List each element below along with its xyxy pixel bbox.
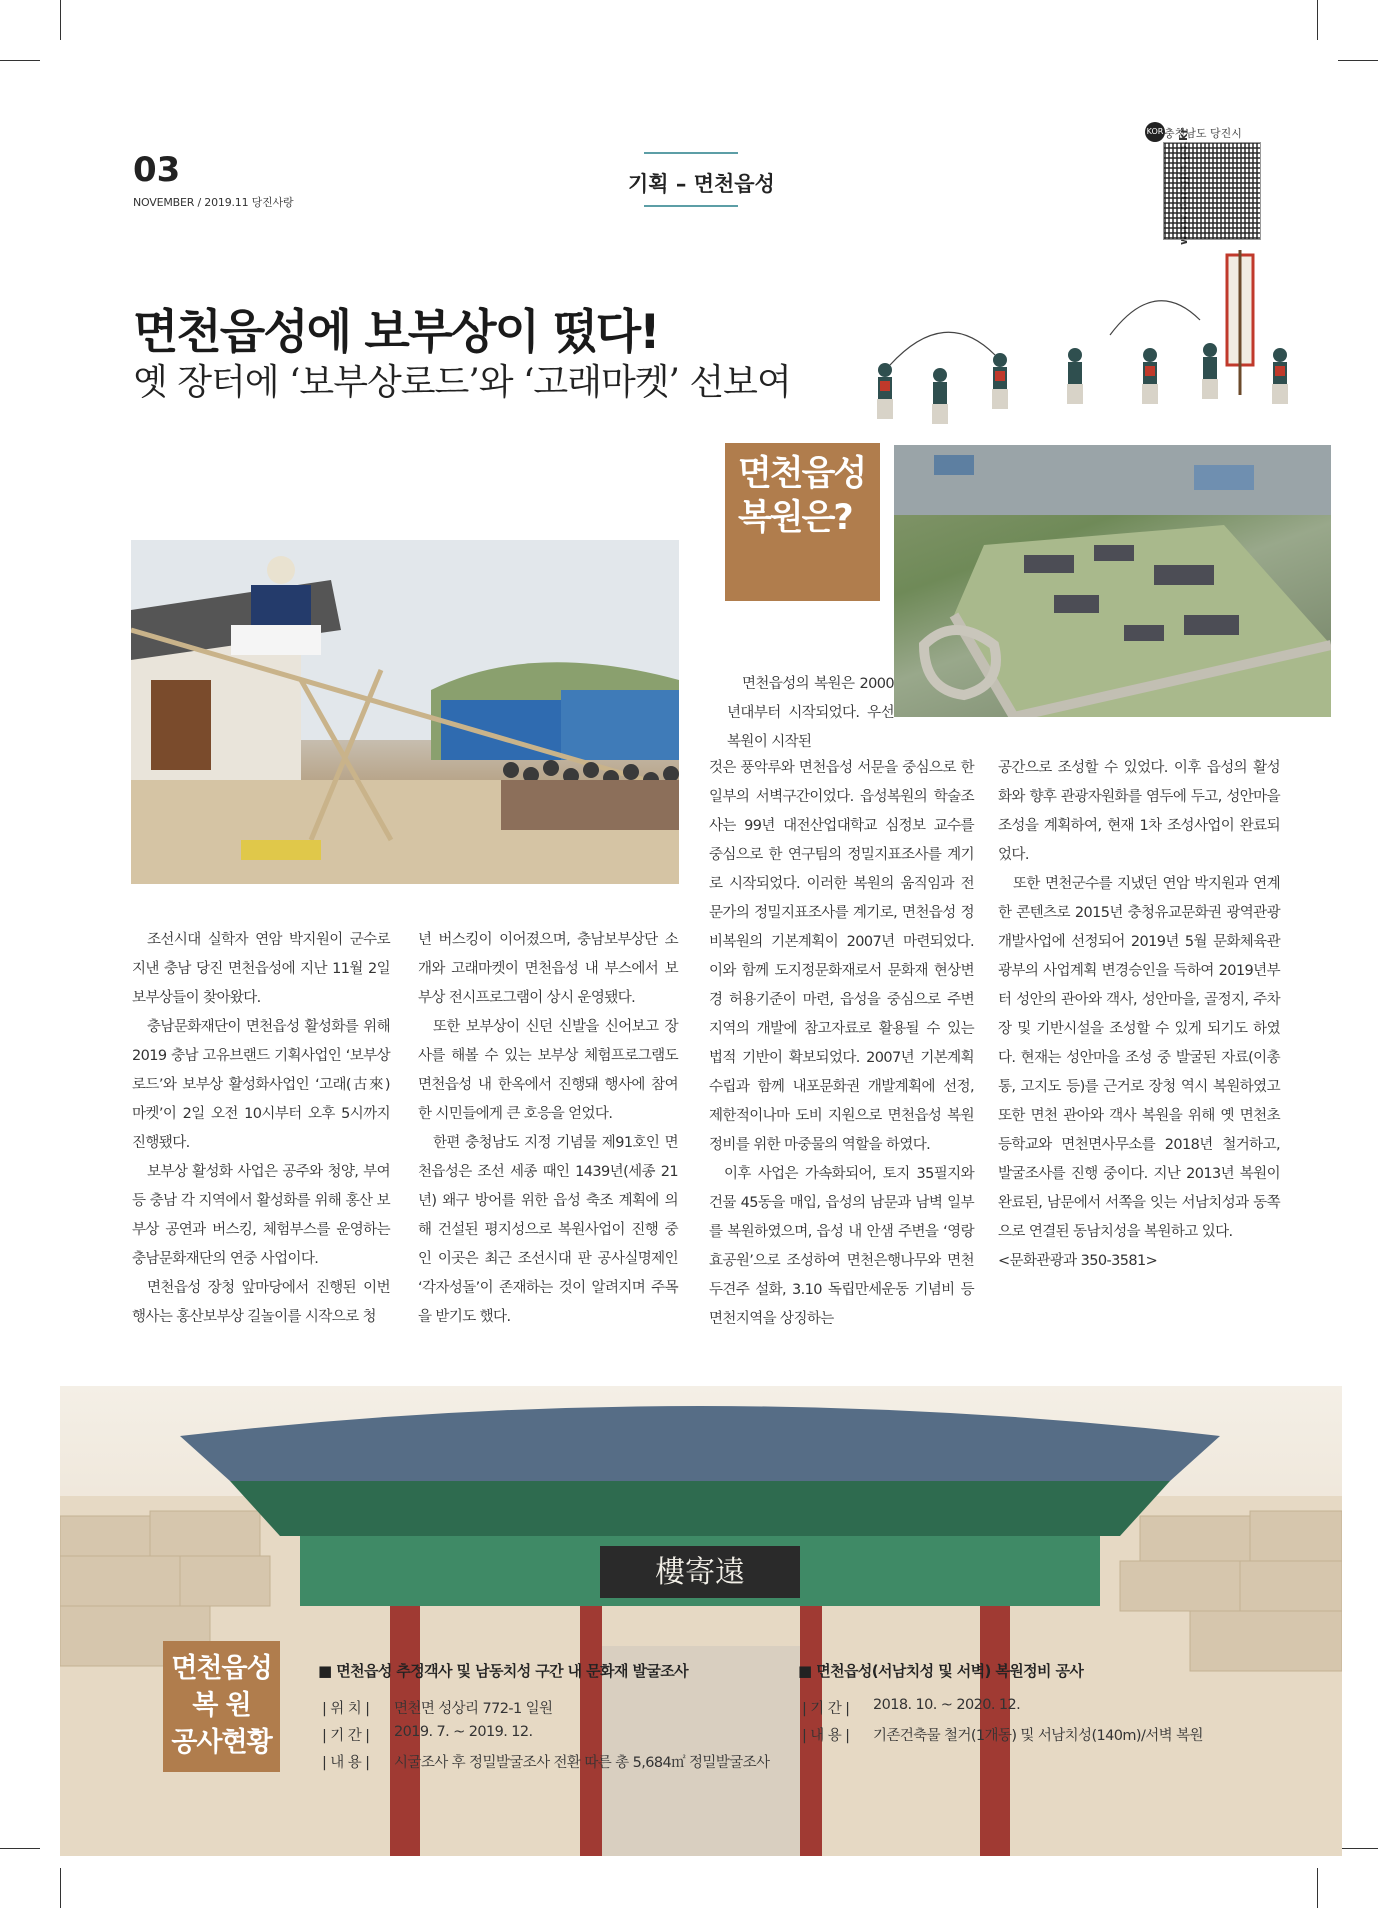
project-1-period: 2019. 7. ~ 2019. 12. [394, 1724, 533, 1740]
construction-status-title: 면천읍성 복 원 공사현황 [171, 1653, 272, 1758]
project-2-content-label: | 내 용 | [802, 1728, 850, 1744]
project-2-title: ■ 면천읍성(서남치성 및 서벽) 복원정비 공사 [798, 1662, 1084, 1680]
section-divider [644, 205, 738, 207]
project-1-title: ■ 면천읍성 추정객사 및 남동치성 구간 내 문화재 발굴조사 [318, 1662, 689, 1680]
peddler-parade-illustration [855, 245, 1325, 435]
crop-mark [1338, 1848, 1378, 1849]
section-divider [644, 152, 738, 154]
subheadline: 옛 장터에 ‘보부상로드’와 ‘고래마켓’ 선보여 [133, 362, 791, 403]
crop-mark [0, 60, 40, 61]
aerial-fortress-photo [894, 445, 1331, 717]
restore-column-intro: 면천읍성의 복원은 2000년대부터 시작되었다. 우선 복원이 시작된 [727, 676, 894, 750]
project-1-location: 면천면 성상리 772-1 일원 [394, 1701, 553, 1717]
crop-mark [1338, 60, 1378, 61]
tightrope-performance-photo [131, 540, 679, 884]
project-2-content: 기존건축물 철거(1개동) 및 서남치성(140m)/서벽 복원 [873, 1728, 1203, 1744]
contact-info: <문화관광과 350-3581> [998, 1253, 1158, 1269]
article-column-2: 년 버스킹이 이어졌으며, 충남보부상단 소개와 고래마켓이 면천읍성 내 부스에서 보부상 전시프로그램이 상시 운영됐다. 또한 보부상이 신던 신발을 신어보고 장사를 해볼 수 있는 보부상 체험프로그램도 면천읍성 내 한옥에서 진행돼 행사에 참여한 시민들에게 큰 호응을 얻었다. 한편 충청남도 지정 기념물 제91호인 면천읍성은 조선 세종 때인 1439년(세종 21년) 왜구 방어를 위한 읍성 축조 계획에 의해 건설된 평지성으로 복원사업이 진행 중인 이곳은 최근 조선시대 판 공사실명제인 ‘각자성돌’이 존재하는 것이 알려지며 주목을 받기도 했다. [418, 932, 678, 1325]
section-title: 기획 – 면천읍성 [628, 172, 775, 196]
crop-mark [60, 0, 61, 40]
kor-badge-icon: KOR [1145, 122, 1165, 142]
article-column-1: 조선시대 실학자 연암 박지원이 군수로 지낸 충남 당진 면천읍성에 지난 11월 2일 보부상들이 찾아왔다. 충남문화재단이 면천읍성 활성화를 위해 2019 충남 고유브랜드 기획사업인 ‘보부상로드’와 보부상 활성화사업인 ‘고래(古來)마켓’이 2일 오전 10시부터 오후 5시까지 진행됐다. 보부상 활성화 사업은 공주와 청양, 부여 등 충남 각 지역에서 활성화를 위해 홍산 보부상 공연과 버스킹, 체험부스를 운영하는 충남문화재단의 연중 사업이다. 면천읍성 장청 앞마당에서 진행된 이번 행사는 홍산보부상 길놀이를 시작으로 청 [132, 932, 390, 1325]
restore-column-3: 것은 풍악루와 면천읍성 서문을 중심으로 한 일부의 서벽구간이었다. 읍성복원의 학술조사는 99년 대전산업대학교 심정보 교수를 중심으로 한 연구팀의 정밀지표조사를 계기로 시작되었다. 이러한 복원의 움직임과 전문가의 정밀지표조사를 계기로, 면천읍성 정비복원의 기본계획이 2007년 마련되었다. 이와 함께 도지정문화재로서 문화재 현상변경 허용기준이 마련, 읍성을 중심으로 주변지역의 개발에 참고자료로 활용될 수 있는 법적 기반이 확보되었다. 2007년 기본계획 수립과 함께 내포문화권 개발계획에 선정, 제한적이나마 도비 지원으로 면천읍성 복원정비를 위한 마중물의 역할을 하였다. 이후 사업은 가속화되어, 토지 35필지와 건물 45동을 매입, 읍성의 남문과 남벽 일부를 복원하였으며, 읍성 내 안샘 주변을 ‘영랑효공원’으로 조성하여 면천은행나무와 면천두견주 설화, 3.10 독립만세운동 기념비 등 면천지역을 상징하는 [709, 760, 974, 1327]
project-1-content: 시굴조사 후 정밀발굴조사 전환 따른 총 5,684㎡ 정밀발굴조사 [394, 1755, 770, 1771]
headline: 면천읍성에 보부상이 떴다! [133, 305, 659, 360]
crop-mark [60, 1868, 61, 1908]
qr-code-icon[interactable] [1163, 142, 1261, 240]
crop-mark [1317, 0, 1318, 40]
fortress-gate-photo [60, 1386, 1342, 1856]
city-name: 충청남도 당진시 [1164, 127, 1242, 140]
project-1-period-label: | 기 간 | [322, 1728, 370, 1744]
project-1-location-label: | 위 치 | [322, 1701, 370, 1717]
issue-label: NOVEMBER / 2019.11 당진사랑 [133, 196, 294, 209]
restore-column-4: 공간으로 조성할 수 있었다. 이후 읍성의 활성화와 향후 관광자원화를 염두에 두고, 성안마을 조성을 계획하여, 현재 1차 조성사업이 완료되었다. 또한 면천군수를 지냈던 연암 박지원과 연계한 콘텐츠로 2015년 충청유교문화권 광역관광개발사업에 선정되어 2019년 5월 문화체육관광부의 사업계획 변경승인을 득하여 2019년부터 성안의 관아와 객사, 성안마을, 골정지, 주차장 및 기반시설을 조성할 수 있게 되기도 하였다. 현재는 성안마을 조성 중 발굴된 자료(이총통, 고지도 등)를 근거로 장청 역시 복원하였고 또한 면천 관아와 객사 복원을 위해 옛 면천초등학교와 면천면사무소를 2018년 철거하고, 발굴조사를 진행 중이다. 지난 2013년 복원이 완료된, 남문에서 서쪽을 잇는 서남치성과 동쪽으로 연결된 동남치성을 복원하고 있다. <문화관광과 350-3581> [998, 754, 1280, 1276]
crop-mark [1317, 1868, 1318, 1908]
project-2-period: 2018. 10. ~ 2020. 12. [873, 1697, 1021, 1713]
gate-signboard: 樓寄遠 [655, 1555, 745, 1590]
page-number: 03 [133, 150, 181, 190]
project-2-period-label: | 기 간 | [802, 1701, 850, 1717]
project-1-content-label: | 내 용 | [322, 1755, 370, 1771]
crop-mark [0, 1848, 40, 1849]
restore-title: 면천읍성 복원은? [738, 454, 866, 538]
